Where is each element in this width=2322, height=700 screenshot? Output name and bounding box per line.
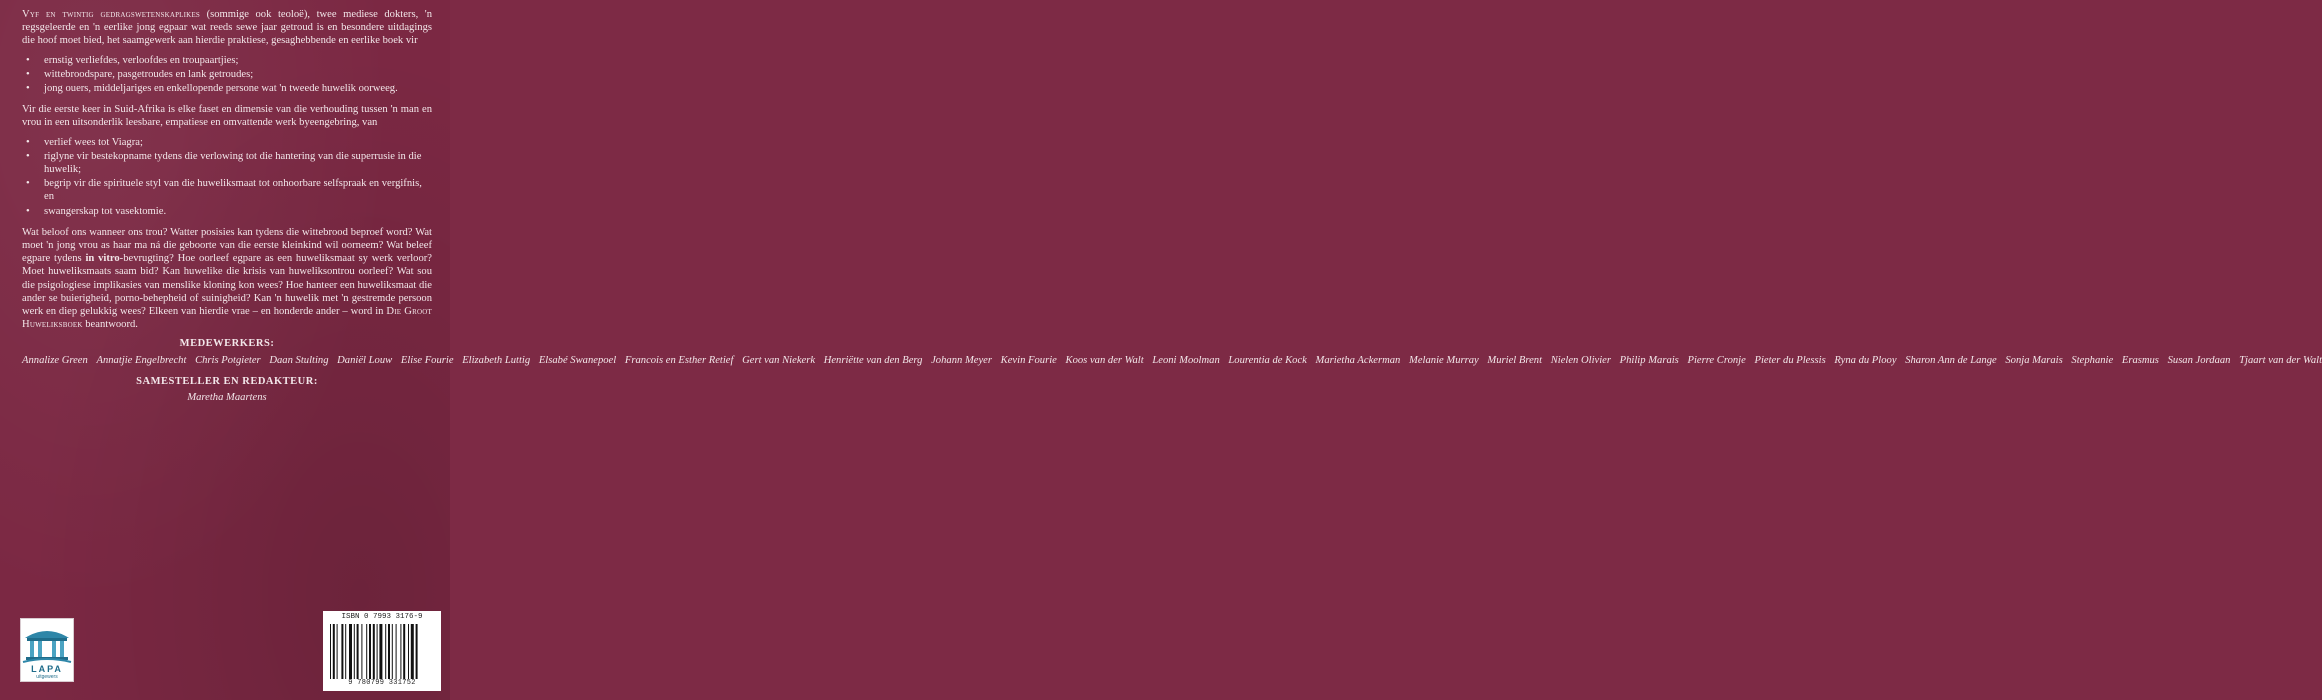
- separator: [1545, 355, 1548, 366]
- separator: [1310, 355, 1313, 366]
- separator: [1829, 355, 1832, 366]
- temple-icon: [21, 622, 73, 664]
- separator: [736, 355, 739, 366]
- separator: [1749, 355, 1752, 366]
- separator: [818, 355, 821, 366]
- contributor-name: Tjaart van der Walt: [2239, 354, 2322, 366]
- contributor-name: Leoni Moolman: [1152, 354, 1220, 366]
- publisher-tagline: uitgewers: [36, 674, 58, 680]
- separator: [533, 355, 536, 366]
- contributor-name: Lourentia de Kock: [1228, 354, 1307, 366]
- separator: [619, 355, 622, 366]
- intro-paragraph: [22, 8, 432, 48]
- questions-text-continued: -bevrugting? Hoe oorleef egpare as een huweliksmaat sy werk verloor? Moet huweliksmaats saam bid? Kan huwelike die krisis van huweliksontrou oorleef? Wat sou die psigologiese implikasies van menslike kloning kon wees? Hoe hanteer een huweliksmaat die ander se buierigheid, porno-behepheid of suinigheid? Kan 'n huwelik met 'n gestremde persoon werk en diep gelukkig wees? Elkeen van hierdie vrae – en honderde ander – word in: [22, 253, 433, 318]
- separator: [1900, 355, 1903, 366]
- contributor-name: Chris Potgieter: [195, 354, 261, 366]
- list-item: • ernstig verliefdes, verloofdes en troupaartjies;: [22, 54, 432, 67]
- separator: [2162, 355, 2165, 366]
- questions-text: Wat beloof ons wanneer ons trou? Watter posisies kan tydens die wittebrood beproef word? Wat moet 'n jong vrou as haar ma ná die geboorte van die eerste kleinkind wil oorneem? Wat beleef egpare tydens: [22, 226, 432, 265]
- intro-text: (sommige ook teoloë), twee mediese dokters, 'n regsgeleerde en 'n eerlike jong egpaar wat reeds sewe jaar getroud is en besondere uitdagings die hoof moet bied, het saamgewerk aan hierdie praktiese, gesaghebbende en eerlike boek vir: [22, 9, 432, 47]
- isbn-label: ISBN 0 7993 3176-9: [341, 613, 423, 621]
- contributors-list: [22, 354, 2322, 367]
- topic-bullet-list: [22, 136, 432, 218]
- separator: [2116, 355, 2119, 366]
- in-vitro-bold: in vitro: [85, 253, 120, 265]
- separator: [1223, 355, 1226, 366]
- intro-lead: Vyf en twintig gedragswetenskaplikes: [22, 9, 201, 20]
- list-item: • riglyne vir bestekopname tydens die verlowing tot die hantering van die superrusie in die huwelik;: [22, 150, 432, 176]
- contributor-name: Philip Marais: [1619, 354, 1679, 366]
- contributor-name: Gert van Niekerk: [742, 354, 816, 366]
- separator: [1060, 355, 1063, 366]
- contributor-name: Annatjie Engelbrecht: [96, 354, 187, 366]
- contributor-name: Francois en Esther Retief: [624, 354, 734, 366]
- list-item: • verlief wees tot Viagra;: [22, 136, 432, 149]
- separator: [1682, 355, 1685, 366]
- separator: [395, 355, 398, 366]
- editor-name: Maretha Maartens: [187, 391, 267, 403]
- contributor-name: Henriëtte van den Berg: [823, 354, 923, 366]
- contributor-name: Koos van der Walt: [1065, 354, 1144, 366]
- contributor-name: Pieter du Plessis: [1754, 354, 1826, 366]
- separator: [1403, 355, 1406, 366]
- contributor-name: Johann Meyer: [931, 354, 992, 366]
- contributor-name: Muriel Brent: [1487, 354, 1543, 366]
- contributor-name: Kevin Fourie: [1000, 354, 1057, 366]
- separator: [264, 355, 267, 366]
- separator: [1614, 355, 1617, 366]
- contributor-name: Stephanie: [2071, 354, 2114, 366]
- publisher-logo: [20, 618, 74, 682]
- contributor-name: Daniël Louw: [337, 354, 393, 366]
- contributor-name: Annalize Green: [22, 354, 88, 366]
- contributor-name: Sharon Ann de Lange: [1905, 354, 1997, 366]
- separator: [457, 355, 460, 366]
- list-item: • swangerskap tot vasektomie.: [22, 205, 432, 218]
- second-paragraph: Vir die eerste keer in Suid-Afrika is elke faset en dimensie van die verhouding tussen 'n man en vrou in een uitsonderlik leesbare, empatiese en omvattende werk byeengebring, van: [22, 104, 432, 129]
- separator: [2000, 355, 2003, 366]
- barcode: [323, 611, 441, 691]
- separator: [2066, 355, 2069, 366]
- separator: [2233, 355, 2236, 366]
- contributor-name: Melanie Murray: [1409, 354, 1479, 366]
- editor-heading: SAMESTELLER EN REDAKTEUR:: [136, 375, 318, 387]
- contributor-name: Elsabé Swanepoel: [538, 354, 617, 366]
- publisher-name: LAPA: [31, 664, 63, 674]
- contributor-name: Marietha Ackerman: [1315, 354, 1401, 366]
- contributor-name: Erasmus: [2121, 354, 2159, 366]
- barcode-bars: [329, 624, 435, 679]
- list-item: • jong ouers, middeljariges en enkellopende persone wat 'n tweede huwelik oorweeg.: [22, 82, 432, 95]
- contributor-name: Ryna du Plooy: [1834, 354, 1897, 366]
- contributors-heading: MEDEWERKERS:: [179, 338, 275, 350]
- contributor-name: Susan Jordaan: [2167, 354, 2231, 366]
- intro-bullet-list: [22, 54, 432, 96]
- separator: [995, 355, 998, 366]
- separator: [925, 355, 928, 366]
- contributor-name: Pierre Cronje: [1687, 354, 1746, 366]
- separator: [91, 355, 94, 366]
- contributor-name: Elise Fourie: [400, 354, 454, 366]
- contributor-name: Nielen Olivier: [1550, 354, 1611, 366]
- list-item: • wittebroodspare, pasgetroudes en lank getroudes;: [22, 68, 432, 81]
- separator: [332, 355, 335, 366]
- separator: [1147, 355, 1150, 366]
- separator: [1482, 355, 1485, 366]
- contributor-name: Elizabeth Luttig: [462, 354, 531, 366]
- barcode-digits: 9 780799 331752: [348, 679, 416, 687]
- contributor-name: Sonja Marais: [2005, 354, 2063, 366]
- questions-paragraph: [22, 226, 432, 332]
- contributor-name: Daan Stulting: [269, 354, 329, 366]
- list-item: • begrip vir die spirituele styl van die huweliksmaat tot onhoorbare selfspraak en vergifnis, en: [22, 177, 432, 203]
- book-title: Die Groot Huweliksboek: [22, 306, 432, 331]
- questions-text-end: beantwoord.: [82, 319, 138, 331]
- blurb: [22, 8, 2322, 404]
- separator: [189, 355, 192, 366]
